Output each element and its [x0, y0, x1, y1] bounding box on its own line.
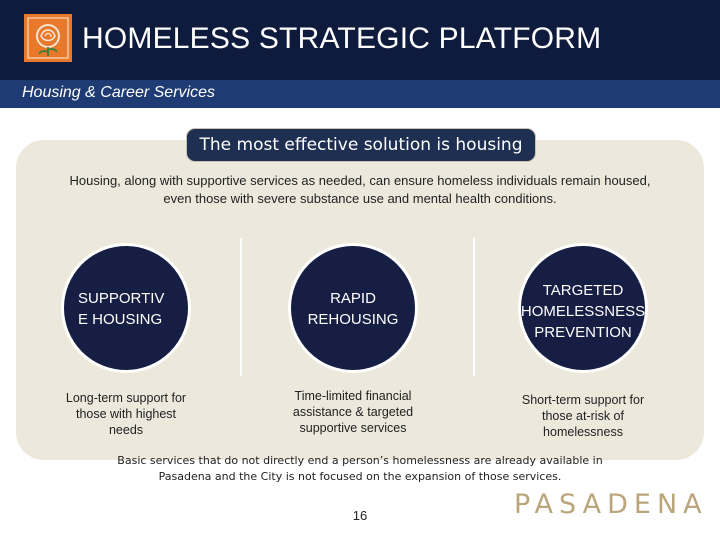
slide-header [0, 0, 720, 80]
strategy-desc-line: those with highest [75, 407, 177, 421]
strategy-desc-targeted-prevention [508, 392, 658, 440]
intro-line-2: even those with severe substance use and mental health conditions. [163, 191, 557, 206]
strategy-desc-line: assistance & targeted [292, 405, 414, 419]
strategy-name-line: RAPID [330, 290, 376, 307]
strategy-desc-supportive-housing [51, 390, 201, 438]
strategy-desc-line: needs [108, 423, 144, 437]
intro-text [28, 172, 692, 208]
strategy-name-line: REHOUSING [307, 311, 399, 328]
rose-logo-icon [24, 14, 72, 62]
callout-label: The most effective solution is housing [199, 135, 523, 155]
footnote-line-1: Basic services that do not directly end a person’s homelessness are already available in [117, 454, 603, 467]
strategy-name-line: E HOUSING [78, 311, 163, 328]
callout-pill [186, 128, 536, 162]
strategy-name-line: SUPPORTIV [78, 290, 165, 307]
strategy-name-line: TARGETED [542, 282, 624, 299]
page-title: HOMELESS STRATEGIC PLATFORM [82, 22, 602, 55]
pasadena-wordmark: PASADENA [514, 489, 708, 520]
subheader-bar [0, 80, 720, 108]
strategy-desc-line: Short-term support for [521, 393, 645, 407]
strategy-desc-line: Time-limited financial [294, 389, 412, 403]
intro-line-1: Housing, along with supportive services as needed, can ensure homeless individuals remain housed, [69, 173, 651, 188]
column-divider [473, 238, 475, 376]
column-divider [240, 238, 242, 376]
strategy-desc-line: supportive services [299, 421, 407, 435]
strategy-name-targeted-prevention [503, 280, 663, 343]
strategy-desc-rapid-rehousing [278, 388, 428, 436]
footnote-line-2: Pasadena and the City is not focused on the expansion of those services. [158, 470, 562, 483]
strategy-name-rapid-rehousing [273, 288, 433, 330]
strategy-desc-line: homelessness [543, 425, 623, 439]
strategy-name-line: HOMELESSNESS [520, 303, 646, 320]
strategy-desc-line: Long-term support for [65, 391, 187, 405]
section-subtitle: Housing & Career Services [22, 84, 215, 101]
page-number: 16 [352, 508, 368, 523]
footnote [100, 453, 620, 485]
strategy-name-line: PREVENTION [534, 324, 632, 341]
strategy-name-supportive-housing [50, 288, 210, 330]
strategy-desc-line: those at-risk of [542, 409, 624, 423]
